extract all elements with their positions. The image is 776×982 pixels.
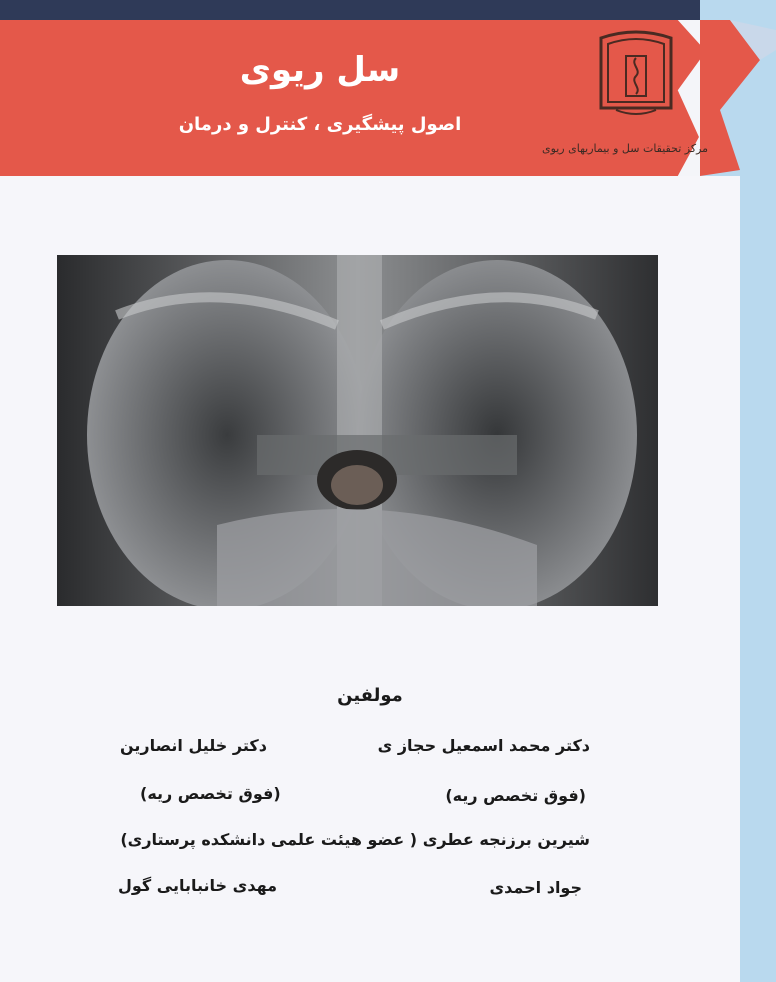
author-1-name: دکتر محمد اسمعیل حجاز ی [377,736,590,755]
author-5-name: مهدی خانبابایی گول [118,876,278,895]
authors-heading: مولفین [337,685,403,706]
book-title: سل ریوی [239,50,401,90]
university-emblem-icon [596,28,676,118]
author-3-name: شیرین برزنجه عطری ( عضو هیئت علمی دانشکده پرستاری) [120,830,590,849]
author-1-note: (فوق تخصص ریه) [445,786,586,805]
banner-fold [700,0,776,200]
author-2-name: دکتر خلیل انصارین [120,736,267,755]
author-2-note: (فوق تخصص ریه) [140,784,281,803]
top-strip [0,0,776,20]
author-4-name: جواد احمدی [489,878,582,897]
cover-photo [57,255,658,606]
institution-name: مرکز تحقیقات سل و بیماریهای ریوی [541,142,709,155]
book-subtitle: اصول پیشگیری ، کنترل و درمان [178,114,462,135]
